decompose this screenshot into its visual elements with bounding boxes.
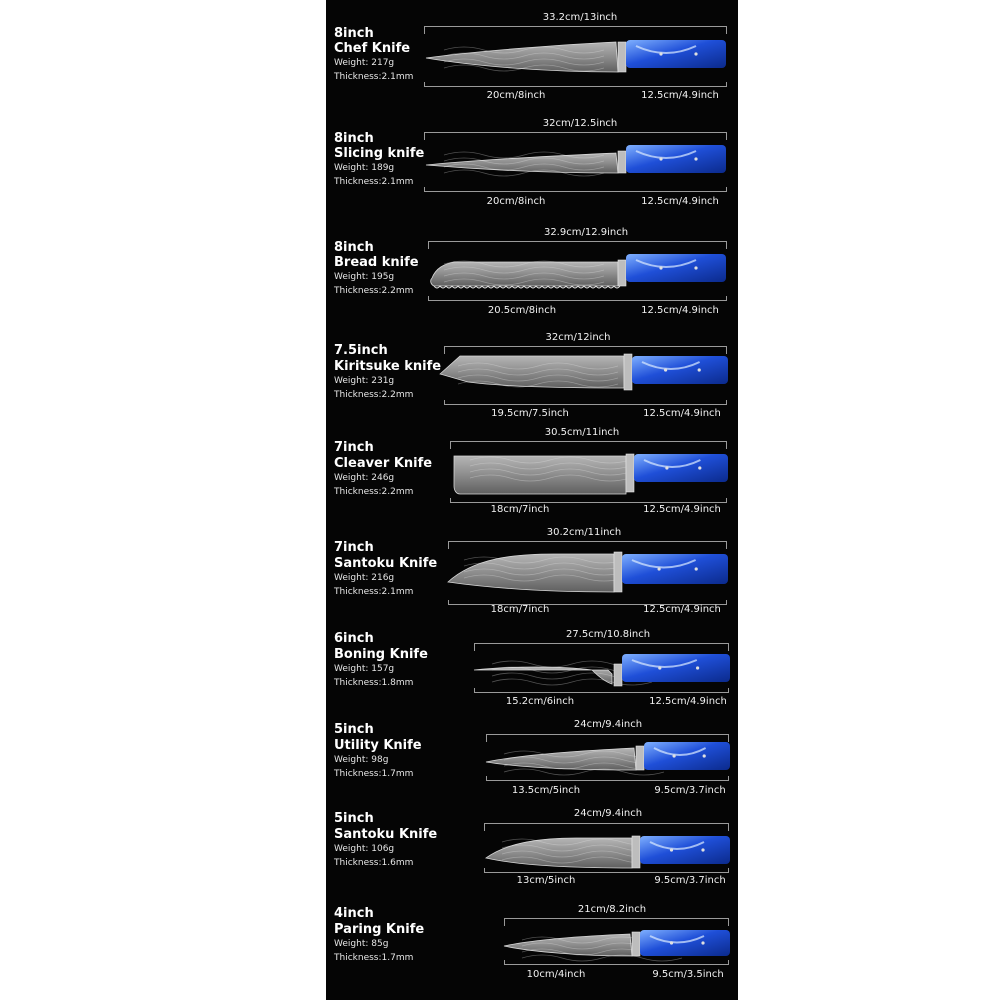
total-length-label: 24cm/9.4inch bbox=[573, 719, 643, 730]
blade-length-line bbox=[444, 404, 726, 405]
blade-length-label: 15.2cm/6inch bbox=[505, 696, 575, 707]
blade-length-label: 18cm/7inch bbox=[490, 504, 550, 515]
dimension-tick bbox=[728, 960, 729, 965]
knife-row-bread bbox=[326, 214, 738, 314]
knife-weight: Weight: 189g bbox=[334, 163, 395, 173]
knife-weight: Weight: 231g bbox=[334, 376, 395, 386]
knife-name: Chef Knife bbox=[334, 41, 411, 56]
dimension-tick bbox=[486, 776, 487, 781]
total-length-line bbox=[424, 132, 726, 133]
chef-knife-image bbox=[424, 36, 730, 86]
blade-length-label: 13.5cm/5inch bbox=[511, 785, 581, 796]
blade-length-label: 20.5cm/8inch bbox=[487, 305, 557, 316]
total-length-label: 32cm/12inch bbox=[545, 332, 611, 343]
dimension-tick bbox=[726, 498, 727, 503]
knife-thickness: Thickness:1.8mm bbox=[334, 678, 414, 688]
blade-length-label: 13cm/5inch bbox=[516, 875, 576, 886]
blade-length-line bbox=[474, 692, 728, 693]
knife-thickness: Thickness:2.2mm bbox=[334, 487, 414, 497]
blade-length-line bbox=[486, 780, 728, 781]
bread-knife-image bbox=[424, 250, 730, 300]
blade-length-line bbox=[484, 872, 728, 873]
dimension-tick bbox=[726, 241, 727, 249]
blade-length-line bbox=[424, 86, 726, 87]
knife-thickness: Thickness:2.1mm bbox=[334, 177, 414, 187]
total-length-line bbox=[450, 441, 726, 442]
handle-length-label: 12.5cm/4.9inch bbox=[649, 696, 727, 707]
total-length-label: 30.5cm/11inch bbox=[544, 427, 620, 438]
knife-weight: Weight: 195g bbox=[334, 272, 395, 282]
total-length-line bbox=[448, 541, 726, 542]
knife-row-boning bbox=[326, 622, 738, 712]
dimension-tick bbox=[726, 296, 727, 301]
total-length-label: 24cm/9.4inch bbox=[573, 808, 643, 819]
dimension-tick bbox=[424, 132, 425, 140]
blade-length-label: 19.5cm/7.5inch bbox=[491, 408, 569, 419]
total-length-line bbox=[424, 26, 726, 27]
blade-length-line bbox=[428, 300, 726, 301]
knife-name: Cleaver Knife bbox=[334, 456, 433, 471]
knife-size: 6inch bbox=[334, 631, 374, 646]
handle-length-label: 9.5cm/3.7inch bbox=[654, 875, 726, 886]
dimension-tick bbox=[728, 776, 729, 781]
knife-name: Santoku Knife bbox=[334, 556, 438, 571]
dimension-tick bbox=[504, 960, 505, 965]
blade-length-line bbox=[450, 502, 726, 503]
dimension-tick bbox=[728, 868, 729, 873]
dimension-tick bbox=[424, 187, 425, 192]
blade-length-line bbox=[504, 964, 728, 965]
total-length-label: 33.2cm/13inch bbox=[542, 12, 618, 23]
knife-name: Kiritsuke knife bbox=[334, 359, 442, 374]
knife-thickness: Thickness:2.2mm bbox=[334, 390, 414, 400]
knife-row-kiritsuke bbox=[326, 322, 738, 422]
knife-size: 5inch bbox=[334, 811, 374, 826]
knife-size: 5inch bbox=[334, 722, 374, 737]
knife-row-santoku-5 bbox=[326, 806, 738, 896]
kiritsuke-knife-image bbox=[438, 352, 730, 404]
knife-spec-panel bbox=[326, 0, 738, 1000]
knife-name: Bread knife bbox=[334, 255, 419, 270]
knife-weight: Weight: 216g bbox=[334, 573, 395, 583]
knife-weight: Weight: 106g bbox=[334, 844, 395, 854]
total-length-line bbox=[474, 643, 728, 644]
total-length-label: 27.5cm/10.8inch bbox=[565, 629, 651, 640]
knife-row-paring bbox=[326, 896, 738, 996]
boning-knife-image bbox=[472, 650, 732, 694]
blade-length-label: 20cm/8inch bbox=[486, 196, 546, 207]
blade-length-line bbox=[424, 191, 726, 192]
dimension-tick bbox=[726, 26, 727, 34]
knife-thickness: Thickness:1.7mm bbox=[334, 953, 414, 963]
knife-weight: Weight: 217g bbox=[334, 58, 395, 68]
dimension-tick bbox=[726, 400, 727, 405]
total-length-line bbox=[484, 823, 728, 824]
handle-length-label: 12.5cm/4.9inch bbox=[643, 604, 721, 615]
blade-length-label: 20cm/8inch bbox=[486, 90, 546, 101]
cleaver-knife-image bbox=[450, 446, 730, 502]
knife-size: 7inch bbox=[334, 440, 374, 455]
dimension-tick bbox=[726, 600, 727, 605]
knife-name: Utility Knife bbox=[334, 738, 422, 753]
dimension-tick bbox=[728, 918, 729, 926]
knife-size: 8inch bbox=[334, 26, 374, 41]
blade-length-label: 10cm/4inch bbox=[526, 969, 586, 980]
knife-name: Boning Knife bbox=[334, 647, 428, 662]
handle-length-label: 9.5cm/3.5inch bbox=[652, 969, 724, 980]
dimension-tick bbox=[728, 688, 729, 693]
utility-knife-image bbox=[484, 740, 732, 782]
handle-length-label: 12.5cm/4.9inch bbox=[641, 305, 719, 316]
handle-length-label: 9.5cm/3.7inch bbox=[654, 785, 726, 796]
total-length-label: 32cm/12.5inch bbox=[542, 118, 618, 129]
handle-length-label: 12.5cm/4.9inch bbox=[643, 504, 721, 515]
total-length-line bbox=[428, 241, 726, 242]
handle-length-label: 12.5cm/4.9inch bbox=[641, 196, 719, 207]
knife-thickness: Thickness:2.2mm bbox=[334, 286, 414, 296]
dimension-tick bbox=[474, 688, 475, 693]
total-length-label: 21cm/8.2inch bbox=[577, 904, 647, 915]
total-length-line bbox=[504, 918, 728, 919]
knife-thickness: Thickness:1.6mm bbox=[334, 858, 414, 868]
knife-weight: Weight: 98g bbox=[334, 755, 389, 765]
knife-size: 8inch bbox=[334, 240, 374, 255]
knife-name: Santoku Knife bbox=[334, 827, 438, 842]
knife-thickness: Thickness:2.1mm bbox=[334, 587, 414, 597]
handle-length-label: 12.5cm/4.9inch bbox=[643, 408, 721, 419]
total-length-label: 32.9cm/12.9inch bbox=[543, 227, 629, 238]
knife-weight: Weight: 246g bbox=[334, 473, 395, 483]
knife-name: Slicing knife bbox=[334, 146, 425, 161]
dimension-tick bbox=[424, 26, 425, 34]
dimension-tick bbox=[504, 918, 505, 926]
knife-row-slicing bbox=[326, 105, 738, 205]
dimension-tick bbox=[726, 82, 727, 87]
handle-length-label: 12.5cm/4.9inch bbox=[641, 90, 719, 101]
knife-size: 4inch bbox=[334, 906, 374, 921]
small-santoku-knife-image bbox=[482, 828, 732, 874]
blade-length-label: 18cm/7inch bbox=[490, 604, 550, 615]
dimension-tick bbox=[726, 187, 727, 192]
dimension-tick bbox=[424, 82, 425, 87]
dimension-tick bbox=[448, 600, 449, 605]
slicing-knife-image bbox=[424, 141, 730, 191]
dimension-tick bbox=[484, 868, 485, 873]
dimension-tick bbox=[450, 498, 451, 503]
knife-weight: Weight: 157g bbox=[334, 664, 395, 674]
dimension-tick bbox=[428, 241, 429, 249]
total-length-line bbox=[486, 734, 728, 735]
knife-row-cleaver bbox=[326, 424, 738, 524]
knife-row-utility bbox=[326, 716, 738, 802]
knife-thickness: Thickness:1.7mm bbox=[334, 769, 414, 779]
total-length-label: 30.2cm/11inch bbox=[546, 527, 622, 538]
knife-size: 8inch bbox=[334, 131, 374, 146]
knife-thickness: Thickness:2.1mm bbox=[334, 72, 414, 82]
dimension-tick bbox=[726, 132, 727, 140]
santoku-knife-image bbox=[444, 546, 730, 604]
knife-size: 7.5inch bbox=[334, 343, 388, 358]
knife-name: Paring Knife bbox=[334, 922, 425, 937]
dimension-tick bbox=[444, 400, 445, 405]
knife-row-santoku-7 bbox=[326, 526, 738, 626]
knife-size: 7inch bbox=[334, 540, 374, 555]
total-length-line bbox=[444, 346, 726, 347]
knife-weight: Weight: 85g bbox=[334, 939, 389, 949]
dimension-tick bbox=[428, 296, 429, 301]
paring-knife-image bbox=[502, 926, 732, 966]
knife-row-chef bbox=[326, 0, 738, 100]
